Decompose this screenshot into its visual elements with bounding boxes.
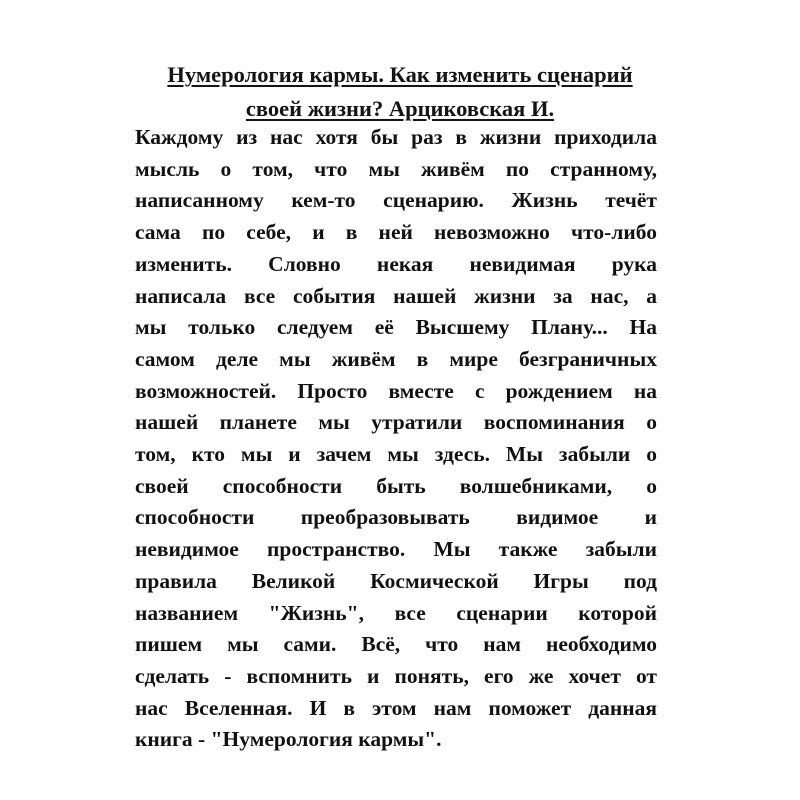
body-line: книга - "Нумерология кармы". <box>135 727 442 752</box>
body-line: способности преобразовывать видимое и <box>135 505 657 530</box>
body-line: сделать - вспомнить и понять, его же хочет от <box>135 663 657 688</box>
body-line: нашей планете мы утратили воспоминания о <box>135 410 657 435</box>
document-title <box>120 58 680 126</box>
body-line: своей способности быть волшебниками, о <box>135 473 657 498</box>
body-line: названием "Жизнь", все сценарии которой <box>135 600 657 625</box>
body-line: мы только следуем её Высшему Плану... На <box>135 315 657 340</box>
body-line: нас Вселенная. И в этом нам поможет данная <box>135 695 657 720</box>
title-line-2: своей жизни? Арциковская И. <box>245 96 555 121</box>
body-line: невидимое пространство. Мы также забыли <box>135 537 657 562</box>
body-line: самом деле мы живём в мире безграничных <box>135 346 657 371</box>
body-line: том, кто мы и зачем мы здесь. Мы забыли о <box>135 442 657 467</box>
title-line-1: Нумерология кармы. Как изменить сценарий <box>167 62 633 87</box>
body-line: пишем мы сами. Всё, что нам необходимо <box>135 632 657 657</box>
body-line: правила Великой Космической Игры под <box>135 568 657 593</box>
body-line: изменить. Словно некая невидимая рука <box>135 251 657 276</box>
body-line: возможностей. Просто вместе с рождением на <box>135 378 657 403</box>
body-line: мысль о том, что мы живём по странному, <box>135 156 657 181</box>
body-line: Каждому из нас хотя бы раз в жизни приходила <box>135 125 657 149</box>
body-line: написала все события нашей жизни за нас, а <box>135 283 657 308</box>
body-line: сама по себе, и в ней невозможно что-либо <box>135 220 657 245</box>
body-line: написанному кем-то сценарию. Жизнь течёт <box>135 188 657 213</box>
body-paragraph <box>135 122 657 756</box>
